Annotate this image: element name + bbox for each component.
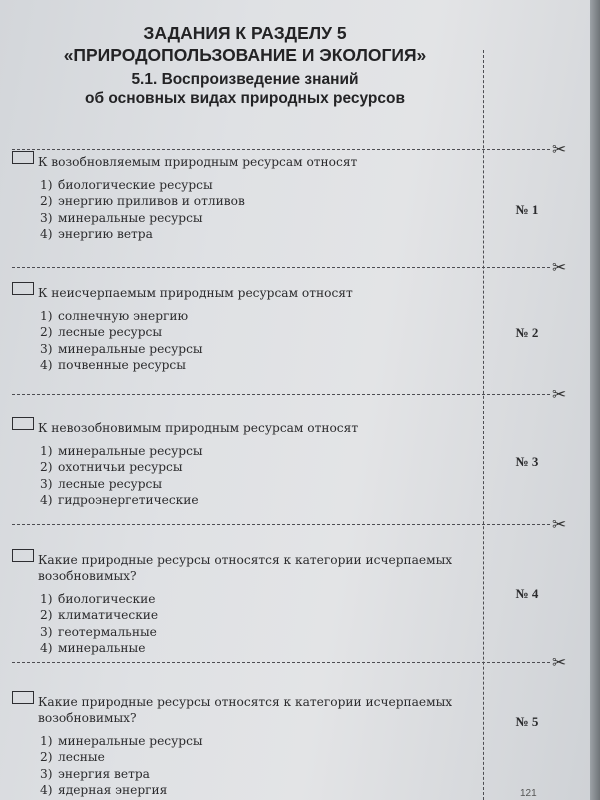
task-question bbox=[12, 420, 472, 436]
option bbox=[40, 341, 472, 357]
option-number: 1) bbox=[40, 592, 53, 606]
answer-box[interactable] bbox=[12, 549, 34, 562]
task-number-label: № 1 bbox=[515, 202, 539, 217]
task-number-label: № 4 bbox=[515, 586, 539, 601]
options-list bbox=[12, 733, 472, 798]
option bbox=[40, 607, 472, 623]
option-number: 4) bbox=[40, 492, 53, 507]
option-text: минеральные ресурсы bbox=[58, 341, 203, 356]
option-text: энергия ветра bbox=[58, 766, 150, 781]
option-number: 4) bbox=[40, 226, 53, 241]
option-text: геотермальные bbox=[58, 624, 157, 639]
option bbox=[40, 733, 472, 749]
task-2 bbox=[12, 285, 472, 373]
option bbox=[40, 210, 472, 226]
book-edge bbox=[590, 0, 600, 800]
section-title bbox=[20, 22, 470, 66]
cut-line bbox=[12, 662, 550, 663]
scissors-icon: ✂ bbox=[552, 515, 567, 535]
option-number: 2) bbox=[40, 750, 53, 765]
option-text: биологические ресурсы bbox=[58, 178, 213, 192]
option-text: солнечную энергию bbox=[58, 309, 189, 323]
option-number: 2) bbox=[40, 194, 53, 209]
question-text: К невозобновимым природным ресурсам относят bbox=[38, 421, 359, 435]
answer-box[interactable] bbox=[12, 151, 34, 164]
task-5 bbox=[12, 694, 472, 798]
option-text: лесные ресурсы bbox=[58, 476, 163, 491]
option bbox=[40, 749, 472, 765]
option-text: биологические bbox=[58, 592, 156, 606]
option-text: энергию приливов и отливов bbox=[58, 194, 245, 209]
option bbox=[40, 177, 472, 193]
option-number: 1) bbox=[40, 178, 53, 192]
subsection-title bbox=[20, 70, 470, 108]
option-text: климатические bbox=[58, 608, 159, 623]
option-text: охотничьи ресурсы bbox=[58, 460, 183, 475]
answer-box[interactable] bbox=[12, 282, 34, 295]
option-number: 1) bbox=[40, 734, 53, 748]
options-list bbox=[12, 591, 472, 656]
option bbox=[40, 193, 472, 209]
scissors-icon: ✂ bbox=[552, 653, 567, 673]
option bbox=[40, 766, 472, 782]
page-number: 121 bbox=[520, 788, 537, 799]
option-text: минеральные ресурсы bbox=[58, 734, 203, 748]
scissors-icon: ✂ bbox=[552, 140, 567, 160]
cut-line bbox=[12, 524, 550, 525]
cut-line bbox=[12, 394, 550, 395]
option-number: 3) bbox=[40, 766, 53, 781]
scissors-icon: ✂ bbox=[552, 385, 567, 405]
options-list bbox=[12, 177, 472, 242]
option bbox=[40, 357, 472, 373]
option-number: 4) bbox=[40, 640, 53, 655]
task-1 bbox=[12, 154, 472, 242]
option bbox=[40, 782, 472, 798]
option-number: 1) bbox=[40, 309, 53, 323]
option-number: 1) bbox=[40, 444, 53, 458]
option-number: 2) bbox=[40, 325, 53, 340]
answer-box[interactable] bbox=[12, 417, 34, 430]
section-title-line1: ЗАДАНИЯ К РАЗДЕЛУ 5 bbox=[143, 23, 347, 43]
option-number: 3) bbox=[40, 210, 53, 225]
cut-line bbox=[12, 149, 550, 150]
option bbox=[40, 324, 472, 340]
option-number: 3) bbox=[40, 476, 53, 491]
cut-line-vertical bbox=[483, 50, 484, 800]
task-number-label: № 5 bbox=[515, 714, 539, 729]
option-text: энергию ветра bbox=[58, 226, 153, 241]
option bbox=[40, 492, 472, 508]
task-question bbox=[12, 694, 472, 726]
option bbox=[40, 308, 472, 324]
cut-line bbox=[12, 267, 550, 268]
scissors-icon: ✂ bbox=[552, 258, 567, 278]
option bbox=[40, 624, 472, 640]
task-question bbox=[12, 552, 472, 584]
question-text: К возобновляемым природным ресурсам относят bbox=[38, 155, 358, 169]
option-number: 3) bbox=[40, 341, 53, 356]
option-text: минеральные ресурсы bbox=[58, 444, 203, 458]
option-text: лесные bbox=[58, 750, 105, 765]
subsection-title-line2: об основных видах природных ресурсов bbox=[84, 90, 406, 107]
subsection-title-line1: 5.1. Воспроизведение знаний bbox=[131, 71, 359, 88]
answer-box[interactable] bbox=[12, 691, 34, 704]
option-text: ядерная энергия bbox=[58, 782, 168, 797]
options-list bbox=[12, 308, 472, 373]
option bbox=[40, 640, 472, 656]
option-number: 4) bbox=[40, 782, 53, 797]
option-text: лесные ресурсы bbox=[58, 325, 163, 340]
option bbox=[40, 459, 472, 475]
task-number-label: № 2 bbox=[515, 325, 539, 340]
option-number: 2) bbox=[40, 460, 53, 475]
option-number: 4) bbox=[40, 357, 53, 372]
question-text: Какие природные ресурсы относятся к категории исчерпаемых возобновимых? bbox=[38, 695, 453, 725]
option-text: минеральные bbox=[58, 640, 146, 655]
option bbox=[40, 443, 472, 459]
task-question bbox=[12, 285, 472, 301]
option-text: минеральные ресурсы bbox=[58, 210, 203, 225]
option bbox=[40, 476, 472, 492]
task-question bbox=[12, 154, 472, 170]
option-number: 2) bbox=[40, 608, 53, 623]
task-number-label: № 3 bbox=[515, 454, 539, 469]
question-text: К неисчерпаемым природным ресурсам относят bbox=[38, 286, 353, 300]
options-list bbox=[12, 443, 472, 508]
question-text: Какие природные ресурсы относятся к категории исчерпаемых возобновимых? bbox=[38, 553, 453, 583]
task-4 bbox=[12, 552, 472, 656]
section-title-line2: «ПРИРОДОПОЛЬЗОВАНИЕ И ЭКОЛОГИЯ» bbox=[63, 45, 427, 65]
option bbox=[40, 591, 472, 607]
option-text: почвенные ресурсы bbox=[58, 357, 186, 372]
option-text: гидроэнергетические bbox=[58, 492, 199, 507]
task-3 bbox=[12, 420, 472, 508]
option-number: 3) bbox=[40, 624, 53, 639]
option bbox=[40, 226, 472, 242]
